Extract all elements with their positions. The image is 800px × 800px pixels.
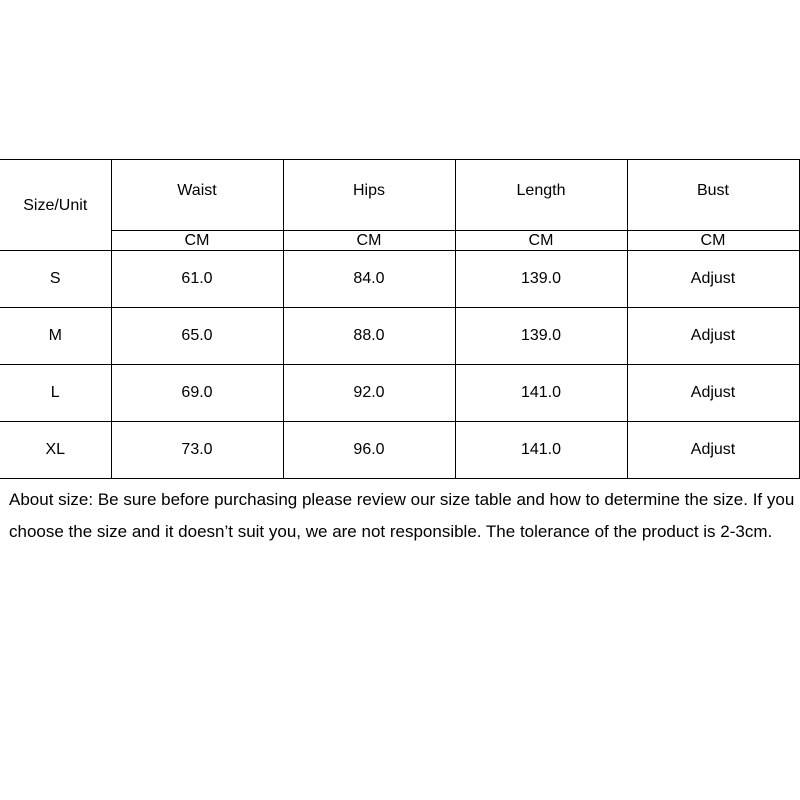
hips-value: 84.0 — [283, 251, 455, 308]
table-header-row — [0, 160, 799, 231]
hips-value: 92.0 — [283, 365, 455, 422]
waist-value: 73.0 — [111, 422, 283, 479]
length-value: 141.0 — [455, 365, 627, 422]
column-header-waist: Waist — [111, 160, 283, 231]
unit-waist: CM — [111, 231, 283, 251]
column-header-hips: Hips — [283, 160, 455, 231]
unit-hips: CM — [283, 231, 455, 251]
waist-value: 65.0 — [111, 308, 283, 365]
bust-value: Adjust — [627, 365, 799, 422]
bust-value: Adjust — [627, 422, 799, 479]
table-row-m — [0, 308, 799, 365]
length-value: 141.0 — [455, 422, 627, 479]
column-header-bust: Bust — [627, 160, 799, 231]
column-header-length: Length — [455, 160, 627, 231]
length-value: 139.0 — [455, 308, 627, 365]
size-note: About size: Be sure before purchasing please review our size table and how to determine the size. If you choose the size and it doesn’t suit you, we are not responsible. The tolerance of the product is 2-3cm. — [9, 490, 795, 541]
table-row-xl — [0, 422, 799, 479]
unit-row — [0, 231, 799, 251]
unit-length: CM — [455, 231, 627, 251]
size-chart-table — [0, 159, 800, 479]
table-row-s — [0, 251, 799, 308]
size-unit-header: Size/Unit — [0, 160, 111, 251]
hips-value: 88.0 — [283, 308, 455, 365]
waist-value: 61.0 — [111, 251, 283, 308]
size-label: L — [0, 365, 111, 422]
bust-value: Adjust — [627, 308, 799, 365]
bust-value: Adjust — [627, 251, 799, 308]
size-label: XL — [0, 422, 111, 479]
length-value: 139.0 — [455, 251, 627, 308]
table-row-l — [0, 365, 799, 422]
waist-value: 69.0 — [111, 365, 283, 422]
size-label: S — [0, 251, 111, 308]
size-label: M — [0, 308, 111, 365]
unit-bust: CM — [627, 231, 799, 251]
hips-value: 96.0 — [283, 422, 455, 479]
